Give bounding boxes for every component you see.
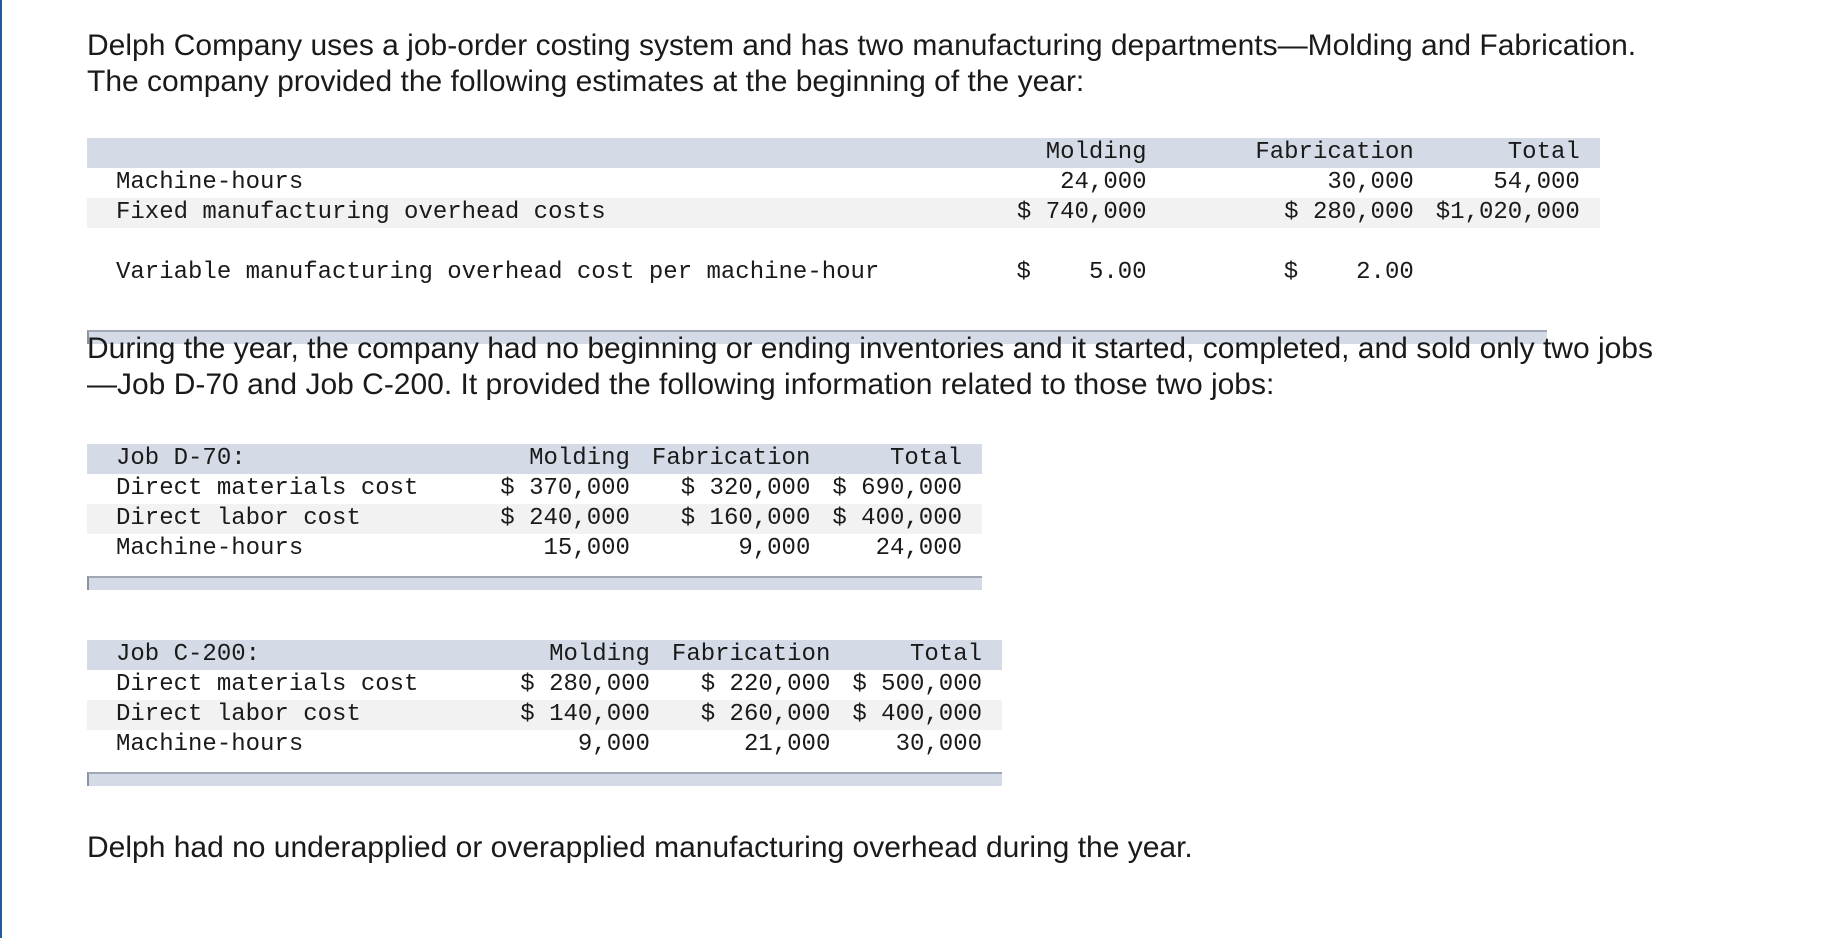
- cell-molding: $ 140,000: [492, 700, 650, 730]
- cell-molding: [879, 228, 1146, 318]
- left-border-rule: [0, 0, 2, 938]
- cell-fabrication: 30,000: [1327, 169, 1414, 196]
- estimates-row-machine-hours: [87, 168, 1600, 198]
- estimates-row-fixed-overhead: [87, 198, 1600, 228]
- row-label: Direct materials cost: [116, 475, 419, 502]
- cell-fabrication: $ 220,000: [700, 671, 831, 698]
- cell-molding: $ 740,000: [879, 198, 1146, 228]
- cell-total: 30,000: [895, 731, 982, 758]
- job-c200-header-row: [87, 640, 1002, 670]
- closing-line: Delph had no underapplied or overapplied manufacturing overhead during the year.: [87, 831, 1193, 864]
- intro-line-1: Delph Company uses a job-order costing system and has two manufacturing departments—Molding and Fabrication.: [87, 29, 1637, 62]
- estimates-header-molding: Molding: [879, 138, 1146, 168]
- job-d70-row-labor: [87, 504, 982, 534]
- cell-fabrication: $ 280,000: [1147, 198, 1414, 228]
- job-d70-row-materials: [87, 474, 982, 504]
- row-label: Variable manufacturing overhead cost per machine-hour: [116, 259, 880, 286]
- job-c200-title: Job C-200:: [87, 640, 492, 670]
- job-c200-table: [87, 640, 1002, 786]
- job-c200-row-materials: [87, 670, 1002, 700]
- cell-molding: $ 370,000: [500, 475, 630, 502]
- cell-total: $ 400,000: [810, 504, 982, 534]
- cell-total: $1,020,000: [1414, 198, 1600, 228]
- cell-total: $ 690,000: [832, 475, 962, 502]
- middle-line-1: During the year, the company had no beginning or ending inventories and it started, completed, and sold only two jobs: [87, 332, 1653, 365]
- cell-molding-value: 5.00: [1088, 259, 1147, 286]
- job-d70-header-molding: Molding: [473, 444, 630, 474]
- closing-paragraph: [87, 830, 1193, 866]
- middle-line-2: —Job D-70 and Job C-200. It provided the following information related to those two jobs:: [87, 368, 1275, 401]
- row-label: Fixed manufacturing overhead costs: [87, 198, 879, 228]
- cell-fabrication: 9,000: [738, 535, 811, 562]
- job-d70-table-footer: [87, 576, 982, 590]
- cell-fabrication: $ 160,000: [630, 504, 810, 534]
- cell-molding: $ 240,000: [473, 504, 630, 534]
- row-label: Machine-hours: [116, 535, 304, 562]
- cell-fabrication-value: 2.00: [1356, 259, 1414, 286]
- job-c200-header-molding: Molding: [492, 640, 650, 670]
- job-c200-table-footer: [87, 772, 1002, 786]
- job-d70-header-row: [87, 444, 982, 474]
- estimates-header-blank: [87, 138, 879, 168]
- currency-symbol: $: [1016, 259, 1031, 286]
- row-label: Direct labor cost: [87, 504, 473, 534]
- row-label: Machine-hours: [116, 731, 304, 758]
- cell-fabrication: 21,000: [743, 731, 831, 758]
- job-d70-title: Job D-70:: [87, 444, 473, 474]
- job-c200-row-labor: [87, 700, 1002, 730]
- estimates-header-total: Total: [1414, 138, 1600, 168]
- job-c200-header-total: Total: [830, 640, 1002, 670]
- cell-fabrication: [1147, 228, 1414, 318]
- cell-total: $ 500,000: [852, 671, 982, 698]
- intro-line-2: The company provided the following estimates at the beginning of the year:: [87, 65, 1085, 98]
- job-d70-table: [87, 444, 982, 590]
- cell-fabrication: $ 320,000: [680, 475, 811, 502]
- cell-total: $ 400,000: [830, 700, 1002, 730]
- job-c200-row-machine-hours: [87, 730, 1002, 760]
- row-label: Direct materials cost: [116, 671, 419, 698]
- estimates-header-row: [87, 138, 1600, 168]
- estimates-header-fabrication: Fabrication: [1147, 138, 1414, 168]
- job-c200-header-fabrication: Fabrication: [650, 640, 830, 670]
- cell-total: [1414, 228, 1600, 318]
- currency-symbol: $: [1283, 259, 1299, 286]
- cell-fabrication: $ 260,000: [650, 700, 830, 730]
- cell-molding: 9,000: [577, 731, 650, 758]
- row-label: Machine-hours: [116, 169, 304, 196]
- job-d70-header-fabrication: Fabrication: [630, 444, 810, 474]
- middle-paragraph: [87, 331, 1653, 403]
- estimates-row-variable-overhead: [87, 228, 1600, 318]
- row-label: Direct labor cost: [87, 700, 492, 730]
- cell-molding: 15,000: [543, 535, 630, 562]
- job-d70-row-machine-hours: [87, 534, 982, 564]
- cell-molding: $ 280,000: [520, 671, 650, 698]
- job-d70-header-total: Total: [810, 444, 982, 474]
- cell-total: 24,000: [875, 535, 962, 562]
- cell-molding: 24,000: [1060, 169, 1147, 196]
- cell-total: 54,000: [1493, 169, 1580, 196]
- estimates-table: [87, 138, 1580, 344]
- intro-paragraph: [87, 28, 1636, 100]
